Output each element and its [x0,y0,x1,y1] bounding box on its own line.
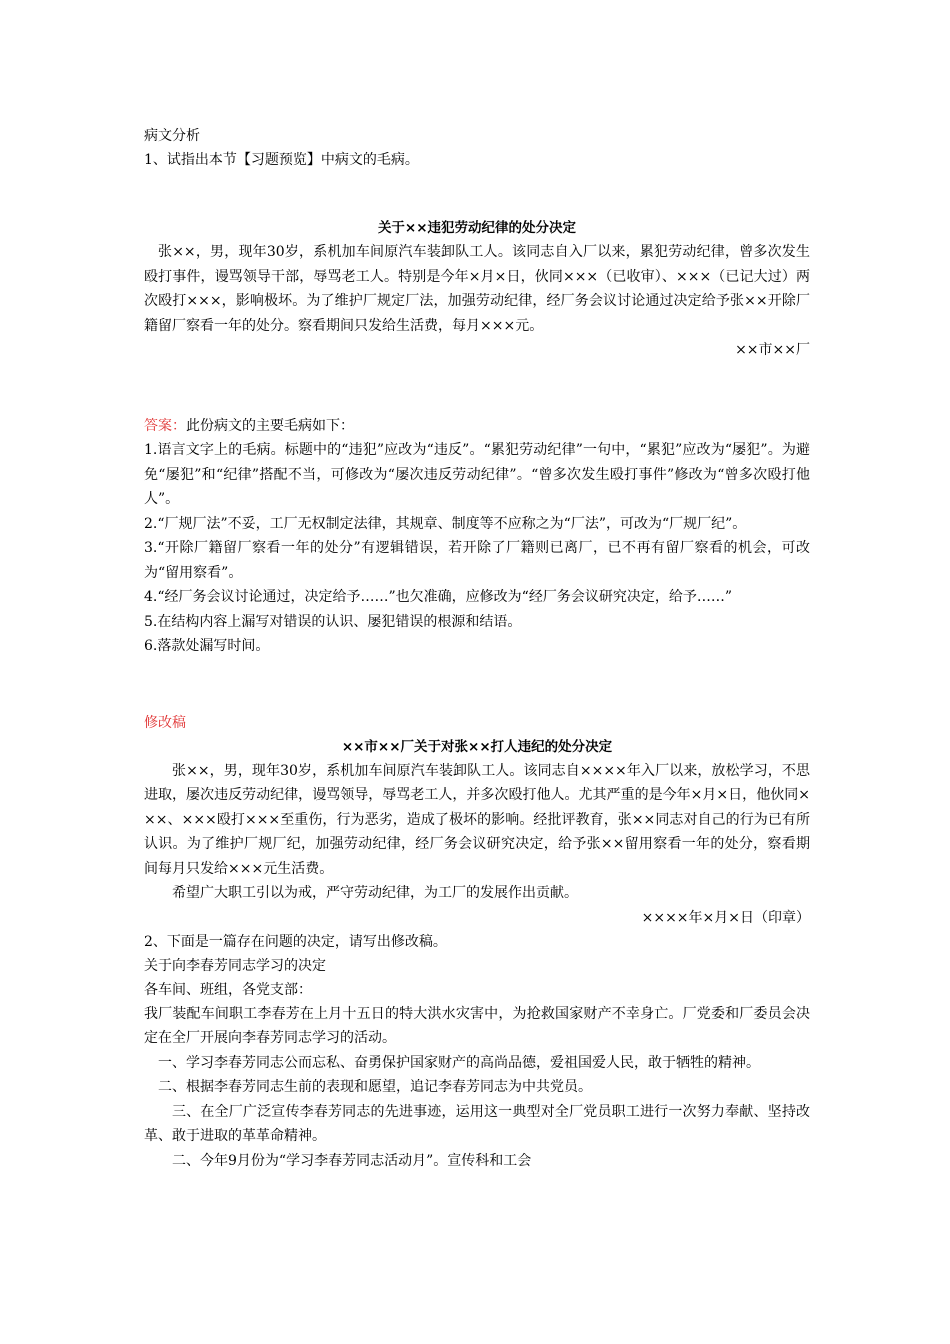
document-page [144,124,810,1173]
spacer [144,362,810,414]
section-heading: 病文分析 [144,128,200,144]
revision-closing: 希望广大职工引以为戒，严守劳动纪律，为工厂的发展作出贡献。 [172,885,578,901]
decision-item-3: 三、在全厂广泛宣传李春芳同志的先进事迹，运用这一典型对全厂党员职工进行一次努力奉献、坚持改革、敢于进取的革革命精神。 [144,1103,810,1144]
revision-date: ××××年×月×日（印章） [641,909,810,926]
answer-intro-line [144,414,810,438]
answer-label: 答案： [144,418,186,434]
revision-body: 张××，男，现年30岁，系机加车间原汽车装卸队工人。该同志自××××年入厂以来，放松学习，不思进取，屡次违反劳动纪律，谩骂领导，辱骂老工人，并多次殴打他人。尤其严重的是今年×月×日，他伙同×××、×××殴打×××至重伤，行为恶劣，造成了极坏的影响。经批评教育，张××同志对自己的行为已有所认识。为了维护厂规厂纪，加强劳动纪律，经厂务会议研究决定，给予张××留用察看一年的处分，察看期间每月只发给×××元生活费。 [144,762,810,877]
decision-item-1: 一、学习李春芳同志公而忘私、奋勇保护国家财产的高尚品德，爱祖国爱人民，敢于牺牲的精神。 [158,1054,760,1071]
answer-item-3: 3.“开除厂籍留厂察看一年的处分”有逻辑错误，若开除了厂籍则已离厂，已不再有留厂察看的机会，可改为“留用察看”。 [144,540,810,581]
question-1: 1、试指出本节【习题预览】中病文的毛病。 [144,152,419,168]
faulty-document-signature: ××市××厂 [735,342,810,358]
answer-item-6: 6.落款处漏写时间。 [144,638,270,654]
answer-item-1: 1.语言文字上的毛病。标题中的“违犯”应改为“违反”。“累犯劳动纪律”一句中，“累犯”应改为“屡犯”。为避免“屡犯”和“纪律”搭配不当，可修改为“屡次违反劳动纪律”。“曾多次发生殴打事件”修改为“曾多次殴打他人”。 [144,442,810,507]
decision-item-4: 二、今年9月份为“学习李春芳同志活动月”。宣传科和工会 [172,1152,532,1169]
answer-item-4: 4.“经厂务会议讨论通过，决定给予……”也欠准确，应修改为“经厂务会议研究决定，给予……” [144,589,732,605]
decision-item-2: 二、根据李春芳同志生前的表现和愿望，追记李春芳同志为中共党员。 [158,1079,592,1095]
spacer [144,659,810,711]
decision-title: 关于向李春芳同志学习的决定 [144,957,326,974]
answer-item-2: 2.“厂规厂法”不妥，工厂无权制定法律，其规章、制度等不应称之为“厂法”，可改为“厂规厂纪”。 [144,515,747,532]
revision-title: ××市××厂关于对张××打人违纪的处分决定 [341,738,613,755]
answer-item-5: 5.在结构内容上漏写对错误的认识、屡犯错误的根源和结语。 [144,613,522,630]
spacer [144,172,810,216]
faulty-document-body: 张××，男，现年30岁，系机加车间原汽车装卸队工人。该同志自入厂以来，累犯劳动纪律，曾多次发生殴打事件，谩骂领导干部，辱骂老工人。特别是今年×月×日，伙同×××（已收审）、×××（已记大过）两次殴打×××，影响极坏。为了维护厂规定厂法，加强劳动纪律，经厂务会议讨论通过决定给予张××开除厂籍留厂察看一年的处分。察看期间只发给生活费，每月×××元。 [144,244,810,334]
decision-recipients: 各车间、班组，各党支部： [144,981,312,998]
answer-intro: 此份病文的主要毛病如下： [186,418,354,434]
question-2: 2、下面是一篇存在问题的决定，请写出修改稿。 [144,933,447,950]
faulty-document-title: 关于××违犯劳动纪律的处分决定 [377,220,577,236]
revision-label: 修改稿 [144,714,186,731]
decision-intro: 我厂装配车间职工李春芳在上月十五日的特大洪水灾害中，为抢救国家财产不幸身亡。厂党委和厂委员会决定在全厂开展向李春芳同志学习的活动。 [144,1005,810,1046]
